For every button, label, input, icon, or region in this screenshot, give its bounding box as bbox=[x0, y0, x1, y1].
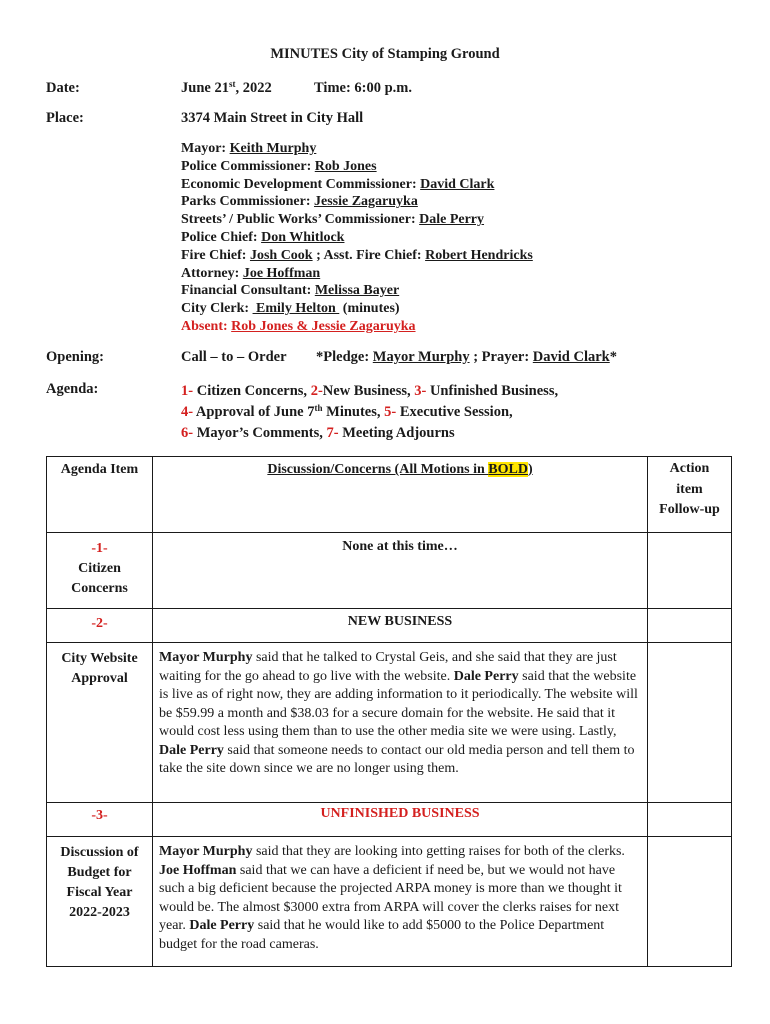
attendee-police-commissioner bbox=[181, 158, 533, 176]
person-name: Melissa Bayer bbox=[314, 283, 400, 299]
attendee-police-chief bbox=[181, 229, 533, 247]
agenda-line bbox=[181, 381, 558, 402]
item-label: Fiscal Year bbox=[66, 885, 133, 900]
section-number: -3- bbox=[91, 808, 108, 823]
minutes-table bbox=[46, 456, 732, 967]
agenda-text: Approval of June 7 bbox=[193, 404, 315, 420]
time-value: Time: 6:00 p.m. bbox=[314, 80, 413, 96]
agenda-label: Agenda: bbox=[46, 381, 99, 397]
section-number: -2- bbox=[91, 616, 108, 631]
header-agenda-item bbox=[47, 457, 153, 533]
speaker-name: Mayor Murphy bbox=[159, 650, 253, 665]
item-label: City Website bbox=[61, 651, 138, 666]
item-label: Approval bbox=[71, 671, 128, 686]
statement: said that they are looking into getting raises for both of the clerks. bbox=[252, 844, 625, 859]
date-day: June 21 bbox=[181, 80, 229, 96]
role-label: Fire Chief: bbox=[181, 247, 250, 263]
discussion-cell bbox=[153, 643, 648, 803]
date-suffix: st bbox=[228, 79, 236, 89]
attendee-parks-commissioner bbox=[181, 193, 533, 211]
role-label: Mayor: bbox=[181, 141, 230, 156]
agenda-sup: th bbox=[314, 403, 323, 413]
role-label: Police Chief: bbox=[181, 229, 262, 245]
statement: said that he would like to add $5000 to the Police Department budget for the road cameras. bbox=[159, 918, 605, 952]
role-label: ; Asst. Fire Chief: bbox=[312, 247, 426, 263]
person-name: Don Whitlock bbox=[261, 229, 345, 245]
discussion-cell bbox=[153, 837, 648, 967]
agenda-num: 7- bbox=[326, 425, 339, 441]
person-name: Joe Hoffman bbox=[242, 265, 321, 281]
discussion-cell bbox=[153, 609, 648, 643]
role-label: Absent: bbox=[181, 318, 232, 334]
discussion-cell bbox=[153, 533, 648, 609]
discussion-text bbox=[153, 837, 647, 956]
agenda-item-cell bbox=[47, 837, 153, 967]
action-cell bbox=[648, 533, 732, 609]
table-row bbox=[47, 837, 732, 967]
agenda-item-cell bbox=[47, 609, 153, 643]
speaker-name: Dale Perry bbox=[189, 918, 255, 933]
agenda-num: 1- bbox=[181, 383, 194, 399]
discussion-cell bbox=[153, 803, 648, 837]
person-name: Jessie Zagaruyka bbox=[314, 194, 418, 210]
attendee-attorney bbox=[181, 265, 533, 283]
prayer-label: ; Prayer: bbox=[469, 349, 533, 365]
agenda-text: Mayor’s Comments, bbox=[193, 425, 327, 441]
attendee-streets-commissioner bbox=[181, 211, 533, 229]
document-title: MINUTES City of Stamping Ground bbox=[270, 46, 500, 62]
agenda-item-label bbox=[47, 837, 152, 923]
action-cell bbox=[648, 609, 732, 643]
place-value: 3374 Main Street in City Hall bbox=[181, 110, 364, 126]
opening-pledge-prayer bbox=[316, 349, 617, 366]
attendee-absent bbox=[181, 318, 533, 336]
role-label: Parks Commissioner: bbox=[181, 194, 314, 210]
item-label: 2022-2023 bbox=[69, 905, 130, 920]
statement: said that he talked to Crystal Geis, and she said that they are just waiting for the go ahead to go live with the website. bbox=[159, 650, 617, 684]
attendee-list bbox=[181, 140, 533, 336]
person-name: Emily Helton bbox=[252, 301, 340, 317]
agenda-item-label bbox=[47, 533, 152, 599]
role-label: Financial Consultant: bbox=[181, 283, 315, 299]
pledge-label: *Pledge: bbox=[316, 349, 373, 365]
section-heading: UNFINISHED BUSINESS bbox=[320, 806, 480, 821]
agenda-num: 3- bbox=[414, 383, 427, 399]
action-cell bbox=[648, 643, 732, 803]
attendee-econ-commissioner bbox=[181, 176, 533, 194]
role-label: Economic Development Commissioner: bbox=[181, 176, 421, 192]
speaker-name: Mayor Murphy bbox=[159, 844, 253, 859]
speaker-name: Dale Perry bbox=[453, 668, 519, 684]
table-row bbox=[47, 803, 732, 837]
attendee-mayor bbox=[181, 140, 533, 158]
role-note: (minutes) bbox=[339, 301, 400, 317]
header-discussion bbox=[153, 457, 648, 533]
table-row bbox=[47, 609, 732, 643]
person-name: David Clark bbox=[532, 349, 610, 365]
agenda-item-cell bbox=[47, 803, 153, 837]
agenda-num: 5- bbox=[384, 404, 397, 420]
agenda-item-label bbox=[47, 643, 152, 689]
agenda-text: Minutes, bbox=[322, 404, 385, 420]
opening-order: Call – to – Order bbox=[181, 349, 287, 365]
attendee-fire-chief bbox=[181, 247, 533, 265]
header-action bbox=[648, 457, 732, 533]
statement: said that the website is live as of right now, they are adding information to it periodically. The website will be $59.99 a month and $38.03 for a secure domain for the website. He said that it would cost less using them than to use the other media site we were using. Lastly, bbox=[159, 668, 638, 739]
person-name: Josh Cook bbox=[249, 247, 313, 263]
agenda-num: 4- bbox=[181, 404, 194, 420]
date-year: , 2022 bbox=[235, 80, 272, 96]
speaker-name: Dale Perry bbox=[159, 742, 224, 758]
agenda-line bbox=[181, 423, 558, 444]
date-label: Date: bbox=[46, 80, 80, 96]
header-text: Action bbox=[669, 461, 710, 476]
role-label: Police Commissioner: bbox=[181, 158, 315, 174]
role-label: Streets’ / Public Works’ Commissioner: bbox=[181, 212, 420, 228]
section-number: -1- bbox=[91, 541, 108, 556]
agenda-num: 6- bbox=[181, 425, 194, 441]
attendee-financial bbox=[181, 282, 533, 300]
date-value bbox=[181, 80, 272, 97]
agenda-text: Citizen Concerns, bbox=[193, 383, 311, 399]
agenda-text: Unfinished Business, bbox=[426, 383, 559, 399]
table-row bbox=[47, 643, 732, 803]
agenda-item-cell bbox=[47, 533, 153, 609]
speaker-name: Joe Hoffman bbox=[159, 862, 237, 878]
section-label: Concerns bbox=[71, 581, 128, 596]
person-name: Keith Murphy bbox=[229, 141, 317, 156]
role-label: Attorney: bbox=[181, 265, 243, 281]
header-text: Follow-up bbox=[659, 502, 720, 517]
agenda-text: Meeting Adjourns bbox=[338, 425, 455, 441]
action-cell bbox=[648, 803, 732, 837]
header-label: Agenda Item bbox=[60, 462, 139, 477]
table-row bbox=[47, 533, 732, 609]
item-label: Discussion of bbox=[60, 845, 139, 860]
person-name: Dale Perry bbox=[419, 212, 485, 228]
agenda-text: Executive Session, bbox=[396, 404, 513, 420]
agenda-num: 2- bbox=[310, 383, 323, 399]
place-label: Place: bbox=[46, 110, 84, 126]
section-label: Citizen bbox=[78, 561, 121, 576]
item-label: Budget for bbox=[67, 865, 132, 880]
header-text: Discussion/Concerns (All Motions in bbox=[267, 462, 489, 477]
agenda-list bbox=[181, 381, 558, 444]
role-label: City Clerk: bbox=[181, 301, 253, 317]
person-name: David Clark bbox=[420, 176, 495, 192]
table-header-row bbox=[47, 457, 732, 533]
action-cell bbox=[648, 837, 732, 967]
suffix: * bbox=[609, 349, 617, 365]
statement: said that we can have a deficient if need be, but we would not have such a big deficient because the projected ARPA money is more than we thought it would be. The almost $3000 extra from ARPA will cover the clerks raises for next year. bbox=[159, 862, 622, 933]
person-name: Mayor Murphy bbox=[372, 349, 470, 365]
section-heading: NEW BUSINESS bbox=[347, 614, 453, 629]
statement: said that someone needs to contact our old media person and tell them to take the site down since we are no longer using them. bbox=[159, 742, 635, 776]
agenda-line bbox=[181, 402, 558, 423]
attendee-clerk bbox=[181, 300, 533, 318]
person-name: Rob Jones & Jessie Zagaruyka bbox=[231, 318, 416, 334]
discussion-text: None at this time… bbox=[342, 539, 458, 554]
header-highlight: BOLD bbox=[488, 462, 528, 477]
header-label bbox=[648, 457, 731, 521]
person-name: Robert Hendricks bbox=[425, 247, 533, 263]
opening-label: Opening: bbox=[46, 349, 105, 365]
discussion-text bbox=[153, 643, 647, 781]
person-name: Rob Jones bbox=[314, 158, 377, 174]
header-text: ) bbox=[527, 462, 533, 477]
agenda-item-cell bbox=[47, 643, 153, 803]
header-label bbox=[153, 457, 647, 480]
header-text: item bbox=[676, 481, 703, 497]
agenda-text: New Business, bbox=[322, 383, 415, 399]
